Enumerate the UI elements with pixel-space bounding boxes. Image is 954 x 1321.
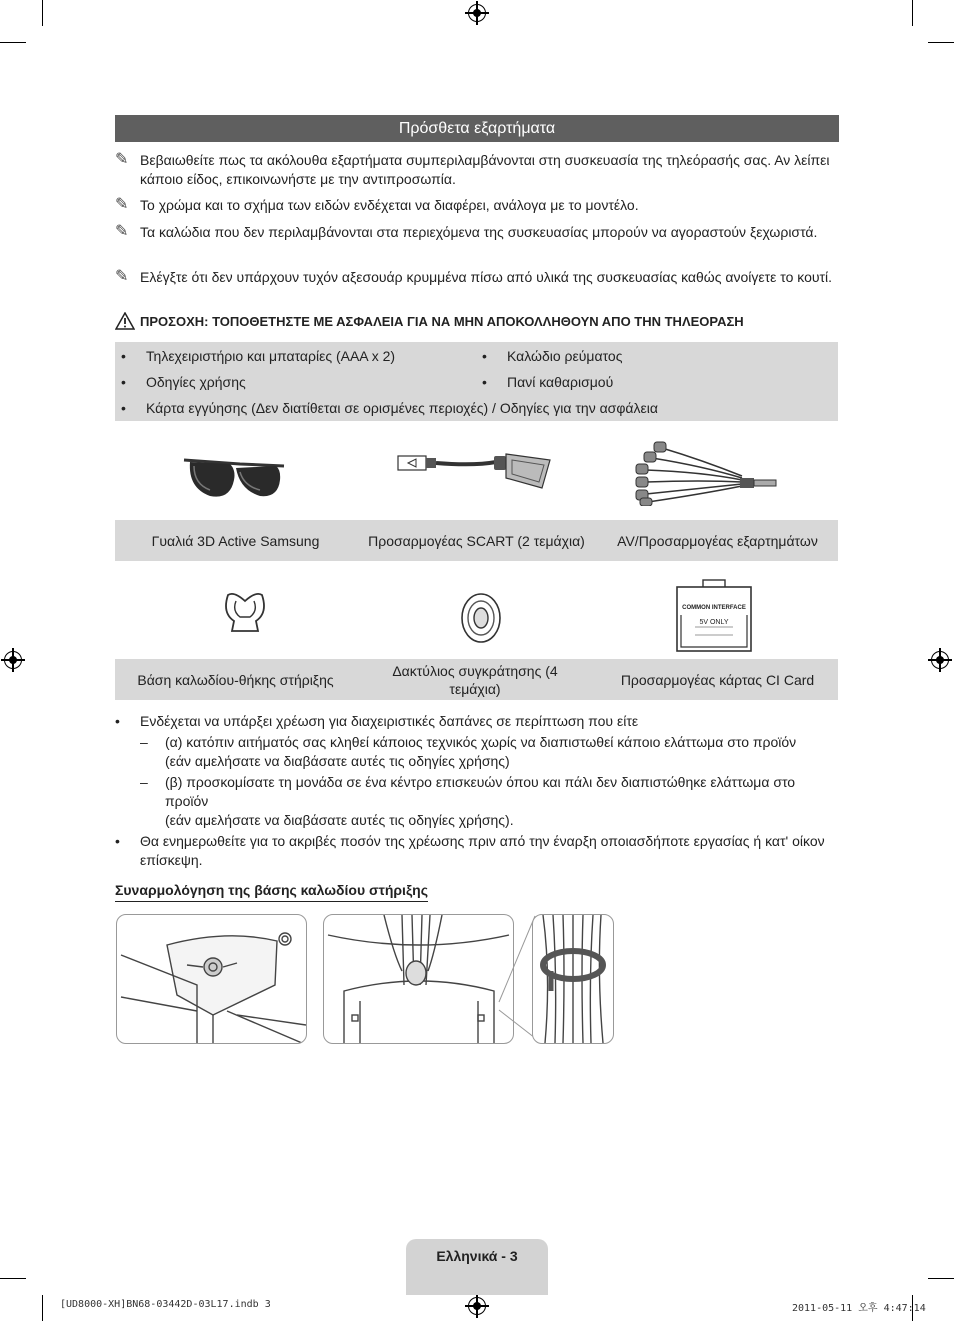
av-component-adapter-image — [632, 440, 782, 506]
list-item-text: (εάν αμελήσατε να διαβάσατε αυτές τις οδηγίες χρήσης). — [165, 812, 514, 828]
list-item-text: (α) κατόπιν αιτήματός σας κληθεί κάποιος τεχνικός χωρίς να διαπιστωθεί κάποιο ελάττωμα στο προϊόν — [165, 734, 797, 750]
bullet: • — [115, 833, 120, 849]
bullet: • — [121, 400, 126, 416]
footer-filename: [UD8000-XH]BN68-03442D-03L17.indb 3 — [60, 1299, 271, 1310]
list-item — [482, 373, 613, 391]
note — [115, 196, 841, 215]
ci-card-label — [680, 604, 748, 612]
stand-illustration — [117, 915, 306, 1043]
crop-mark — [0, 1278, 26, 1279]
item-label: Οδηγίες χρήσης — [146, 374, 246, 390]
scart-adapter-image — [394, 448, 556, 498]
accessory-label: Προσαρμογέας SCART (2 τεμάχια) — [368, 532, 585, 549]
list-item-text: Θα ενημερωθείτε για το ακριβές ποσόν της χρέωσης πριν από την έναρξη οποιασδήποτε εργασίας ή κατ' οίκον επίσκεψη. — [140, 833, 825, 868]
note — [115, 268, 841, 287]
note-text: Τα καλώδια που δεν περιλαμβάνονται στα περιεχόμενα της συσκευασίας μπορούν να αγοραστούν ξεχωριστά. — [140, 224, 818, 240]
registration-mark-icon — [468, 1297, 486, 1315]
item-label: Πανί καθαρισμού — [507, 374, 614, 390]
note-text: Ελέγξτε ότι δεν υπάρχουν τυχόν αξεσουάρ κρυμμένα πίσω από υλικά της συσκευασίας καθώς ανοίγετε το κουτί. — [140, 269, 833, 285]
3d-glasses-image — [180, 450, 288, 505]
sub-list-item — [115, 773, 841, 830]
dash: – — [140, 734, 148, 750]
section-title: Πρόσθετα εξαρτήματα — [115, 115, 839, 142]
accessory-label: Γυαλιά 3D Active Samsung — [151, 532, 320, 549]
included-items-box — [115, 342, 838, 421]
note-text: Βεβαιωθείτε πως τα ακόλουθα εξαρτήματα συμπεριλαμβάνονται στη συσκευασία της τηλεόρασής σας. Αν λείπει κάποιο είδος, επικοινωνήστε με την αντιπροσωπία. — [140, 152, 830, 187]
ci-card-label-line1: COMMON INTERFACE — [682, 605, 746, 611]
list-item — [121, 347, 395, 365]
footer-timestamp: 2011-05-11 오후 4:47:14 — [792, 1303, 926, 1314]
bullet: • — [121, 348, 126, 364]
accessory-row — [115, 659, 838, 700]
crop-mark — [912, 0, 913, 26]
cable-holder-illustration — [324, 915, 513, 1043]
list-item-text: Ενδέχεται να υπάρξει χρέωση για διαχειριστικές δαπάνες σε περίπτωση που είτε — [140, 713, 639, 729]
assembly-heading: Συναρμολόγηση της βάσης καλωδίου στήριξης — [115, 881, 428, 902]
item-label: Τηλεχειριστήριο και μπαταρίες (AAA x 2) — [146, 348, 396, 364]
warning-icon — [115, 312, 135, 330]
sub-list-item — [115, 733, 841, 771]
crop-mark — [42, 0, 43, 26]
bullet: • — [115, 713, 120, 729]
crop-mark — [42, 1295, 43, 1321]
accessory-label: Δακτύλιος συγκράτησης (4 τεμάχια) — [392, 662, 558, 697]
pen-icon: ✎ — [115, 196, 129, 213]
ci-card-voltage — [680, 619, 748, 627]
accessory-row — [115, 520, 838, 561]
connector-lines — [497, 910, 537, 1040]
list-item-text: (β) προσκομίσατε τη μονάδα σε ένα κέντρο επισκευών όπου και πάλι δεν διαπιστώθηκε ελάττωμα στο προϊόν — [165, 774, 796, 809]
registration-mark-icon — [4, 651, 22, 669]
holder-ring-image — [460, 592, 502, 644]
assembly-step-illustration — [323, 914, 514, 1044]
pen-icon: ✎ — [115, 268, 129, 285]
accessory-label: Προσαρμογέας κάρτας CI Card — [620, 671, 815, 688]
caution-notice — [115, 313, 841, 331]
crop-mark — [0, 42, 26, 43]
assembly-step-illustration — [532, 914, 614, 1044]
ci-card-adapter-image — [675, 579, 753, 653]
crop-mark — [928, 1278, 954, 1279]
accessory-label: Βάση καλωδίου-θήκης στήριξης — [137, 671, 334, 688]
bullet: • — [482, 348, 487, 364]
list-item — [121, 399, 658, 417]
crop-mark — [928, 42, 954, 43]
list-item-text: (εάν αμελήσατε να διαβάσατε αυτές τις οδηγίες χρήσης) — [165, 753, 510, 769]
registration-mark-icon — [931, 651, 949, 669]
pen-icon: ✎ — [115, 223, 129, 240]
note-text: Το χρώμα και το σχήμα των ειδών ενδέχεται να διαφέρει, ανάλογα με το μοντέλο. — [140, 197, 639, 213]
cable-bundle-illustration — [533, 915, 613, 1043]
assembly-step-illustration — [116, 914, 307, 1044]
list-item — [115, 832, 841, 870]
ci-card-label-line2: 5V ONLY — [699, 619, 729, 626]
page-number-badge — [406, 1239, 548, 1295]
cable-holder-stand-image — [220, 589, 270, 635]
bullet: • — [482, 374, 487, 390]
list-item — [115, 712, 841, 731]
pen-icon: ✎ — [115, 151, 129, 168]
note — [115, 223, 841, 242]
page-number: Ελληνικά - 3 — [436, 1248, 518, 1264]
bullet: • — [121, 374, 126, 390]
accessory-label: AV/Προσαρμογέας εξαρτημάτων — [617, 532, 818, 549]
caution-text: ΠΡΟΣΟΧΗ: ΤΟΠΟΘΕΤΗΣΤΕ ΜΕ ΑΣΦΑΛΕΙΑ ΓΙΑ ΝΑ ΜΗΝ ΑΠΟΚΟΛΛΗΘΟΥΝ ΑΠΟ ΤΗΝ ΤΗΛΕΟΡΑΣΗ — [140, 314, 744, 329]
dash: – — [140, 774, 148, 790]
item-label: Κάρτα εγγύησης (Δεν διατίθεται σε ορισμένες περιοχές) / Οδηγίες για την ασφάλεια — [146, 400, 658, 416]
list-item — [482, 347, 622, 365]
registration-mark-icon — [468, 4, 486, 22]
list-item — [121, 373, 246, 391]
note — [115, 151, 841, 189]
item-label: Καλώδιο ρεύματος — [507, 348, 623, 364]
